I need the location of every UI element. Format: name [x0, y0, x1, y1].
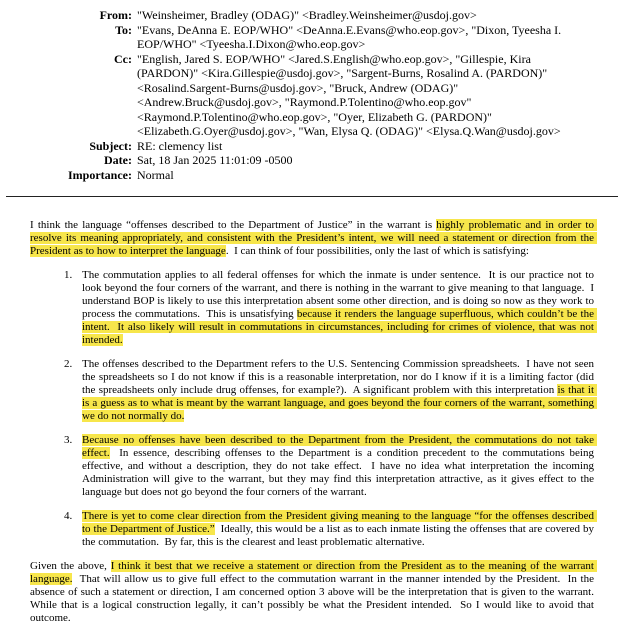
list-item-4 [64, 510, 597, 549]
header-value-to: "Evans, DeAnna E. EOP/WHO" <DeAnna.E.Evans@who.eop.gov>, "Dixon, Tyeesha I. EOP/WHO" <Tyeesha.I.Dixon@who.eop.gov> [137, 22, 562, 51]
list-item-1 [64, 269, 597, 347]
email-header [38, 8, 592, 182]
header-label-date: Date: [104, 153, 132, 167]
header-label-from: From: [99, 8, 132, 22]
list-item-1-text [82, 269, 597, 347]
highlighted-text: I think it best that we receive a statement or direction from the President as to the meaning of the warrant language. [30, 560, 597, 585]
header-value-importance: Normal [137, 167, 174, 182]
body-text: . I can think of four possibilities, only the last of which is satisfying: [225, 245, 529, 257]
list-item-2 [64, 358, 597, 423]
header-value-from: "Weinsheimer, Bradley (ODAG)" <Bradley.Weinsheimer@usdoj.gov> [137, 8, 477, 22]
highlighted-text: There is yet to come clear direction from the President giving meaning to the language “for the offenses described to the Department of Justice.” [82, 510, 597, 535]
header-label-importance: Importance: [68, 167, 132, 182]
body-text: Ideally, this would be a list as to each inmate listing the offenses that are covered by the commutation. By far, this is the clearest and least problematic alternative. [82, 523, 597, 548]
body-text: I think the language “offenses described to the Department of Justice” in the warrant is [30, 219, 437, 231]
header-value-cc: "English, Jared S. EOP/WHO" <Jared.S.English@who.eop.gov>, "Gillespie, Kira (PARDON)" <Kira.Gillespie@usdoj.gov>, "Sargent-Burns, Rosalind A. (PARDON)" <Rosalind.Sargent-Burns@usdoj.gov>, "Bruck, Andrew (ODAG)" <Andrew.Bruck@usdoj.gov>, "Raymond.P.Tolentino@who.eop.gov" <Raymond.P.Tolentino@who.eop.gov>, "Oyer, Elizabeth G. (PARDON)" <Elizabeth.G.Oyer@usdoj.gov>, "Wan, Elysa Q. (ODAG)" <Elysa.Q.Wan@usdoj.gov> [137, 51, 561, 138]
list-item-3-number: 3. [64, 434, 73, 446]
header-label-to: To: [115, 22, 132, 37]
body-text: Given the above, [30, 560, 111, 572]
body-text: That will allow us to give full effect to the commutation warrant in the manner intended by the President. In the absence of such a statement or direction, I am concerned option 3 above will be the interpretation that is given to the warrant. While that is a logical construction legally, it can’t possibly be what the President intended. So I would like to avoid that outcome. [30, 573, 600, 624]
email-body [0, 219, 624, 625]
highlighted-text: because it renders the language superfluous, which couldn’t be the intent. It also likely will result in commutations in circumstances, including for crimes of violence, that was not intended. [82, 308, 597, 346]
list-item-4-number: 4. [64, 510, 73, 522]
list-item-2-number: 2. [64, 358, 73, 370]
list-item-2-text [82, 358, 597, 423]
possibilities-list [0, 269, 624, 549]
body-text: The commutation applies to all federal offenses for which the inmate is under sentence. It is our practice not to look beyond the four corners of the warrant, and there is nothing in the warrant to give meaning to that language. I understand BOP is likely to use this interpretation absent some other direction, and is doing so now as they work to process the commutations. This is unsatisfying [82, 269, 597, 320]
header-label-subject: Subject: [89, 138, 132, 153]
body-text: The offenses described to the Department refers to the U.S. Sentencing Commission spreadsheets. I have not seen the spreadsheets so I do not know if this is a reasonable interpretation, nor do I know if it is a limiting factor (did the spreadsheets only include drug offenses, for example?). A significant problem with this interpretation [82, 358, 597, 396]
highlighted-text: highly problematic and in order to resolve its meaning appropriately, and consistent with the President’s intent, we will need a statement or direction from the President as to how to interpret the language [30, 219, 597, 257]
list-item-3-text [82, 434, 597, 499]
body-text: In essence, describing offenses to the Department is a condition precedent to the commutations being effective, and without a description, they do not take effect. I have no idea what interpretation the incoming Administration will give to the warrant, but they may find this interpretation attractive, as it gives effect to the language but does not go beyond the four corners of the warrant. [82, 447, 597, 498]
intro-paragraph [30, 219, 597, 258]
list-item-1-number: 1. [64, 269, 73, 281]
closing-paragraph [30, 560, 600, 625]
header-body-divider [6, 196, 618, 197]
header-value-subject: RE: clemency list [137, 138, 223, 153]
header-value-date: Sat, 18 Jan 2025 11:01:09 -0500 [137, 153, 293, 167]
list-item-3 [64, 434, 597, 499]
highlighted-text: Because no offenses have been described to the Department from the President, the commutations do not take effect. [82, 434, 597, 459]
list-item-4-text [82, 510, 597, 549]
highlighted-text: is that it is a guess as to what is meant by the warrant language, and goes beyond the four corners of the warrant, something we do not normally do. [82, 384, 597, 422]
header-label-cc: Cc: [114, 51, 132, 66]
